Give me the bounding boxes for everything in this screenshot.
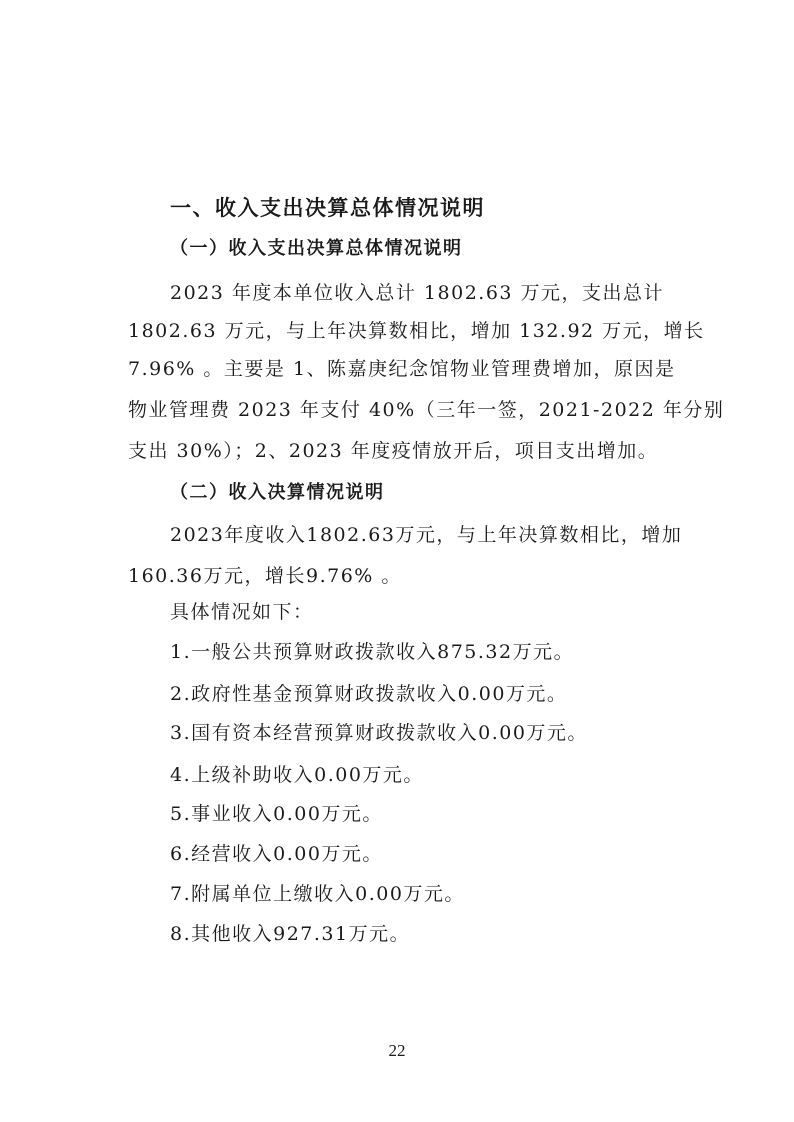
page-number: 22	[388, 1041, 406, 1060]
list-item: 3.国有资本经营预算财政拨款收入0.00万元。	[170, 722, 588, 744]
list-item: 4.上级补助收入0.00万元。	[170, 764, 424, 786]
list-item: 2.政府性基金预算财政拨款收入0.00万元。	[170, 683, 568, 705]
list-item: 1.一般公共预算财政拨款收入875.32万元。	[170, 641, 575, 663]
paragraph-line: 7.96% 。主要是 1、陈嘉庚纪念馆物业管理费增加，原因是	[128, 358, 676, 380]
paragraph-line: 160.36万元，增长9.76% 。	[128, 565, 402, 587]
paragraph-line: 支出 30%）；2、2023 年度疫情放开后，项目支出增加。	[128, 440, 659, 462]
list-item: 5.事业收入0.00万元。	[170, 803, 383, 825]
subsection-title-2: （二）收入决算情况说明	[170, 482, 385, 503]
paragraph-line: 物业管理费 2023 年支付 40%（三年一签，2021-2022 年分别	[128, 399, 725, 421]
paragraph-line: 1802.63 万元，与上年决算数相比，增加 132.92 万元，增长	[128, 320, 705, 342]
list-intro: 具体情况如下：	[170, 601, 314, 623]
list-item: 8.其他收入927.31万元。	[170, 923, 411, 945]
section-heading: 一、收入支出决算总体情况说明	[170, 196, 485, 220]
paragraph-line: 2023年度收入1802.63万元，与上年决算数相比，增加	[170, 524, 683, 546]
list-item: 6.经营收入0.00万元。	[170, 843, 383, 865]
paragraph-line: 2023 年度本单位收入总计 1802.63 万元，支出总计	[170, 282, 665, 304]
subsection-title-1: （一）收入支出决算总体情况说明	[170, 238, 463, 259]
list-item: 7.附属单位上缴收入0.00万元。	[170, 883, 465, 905]
